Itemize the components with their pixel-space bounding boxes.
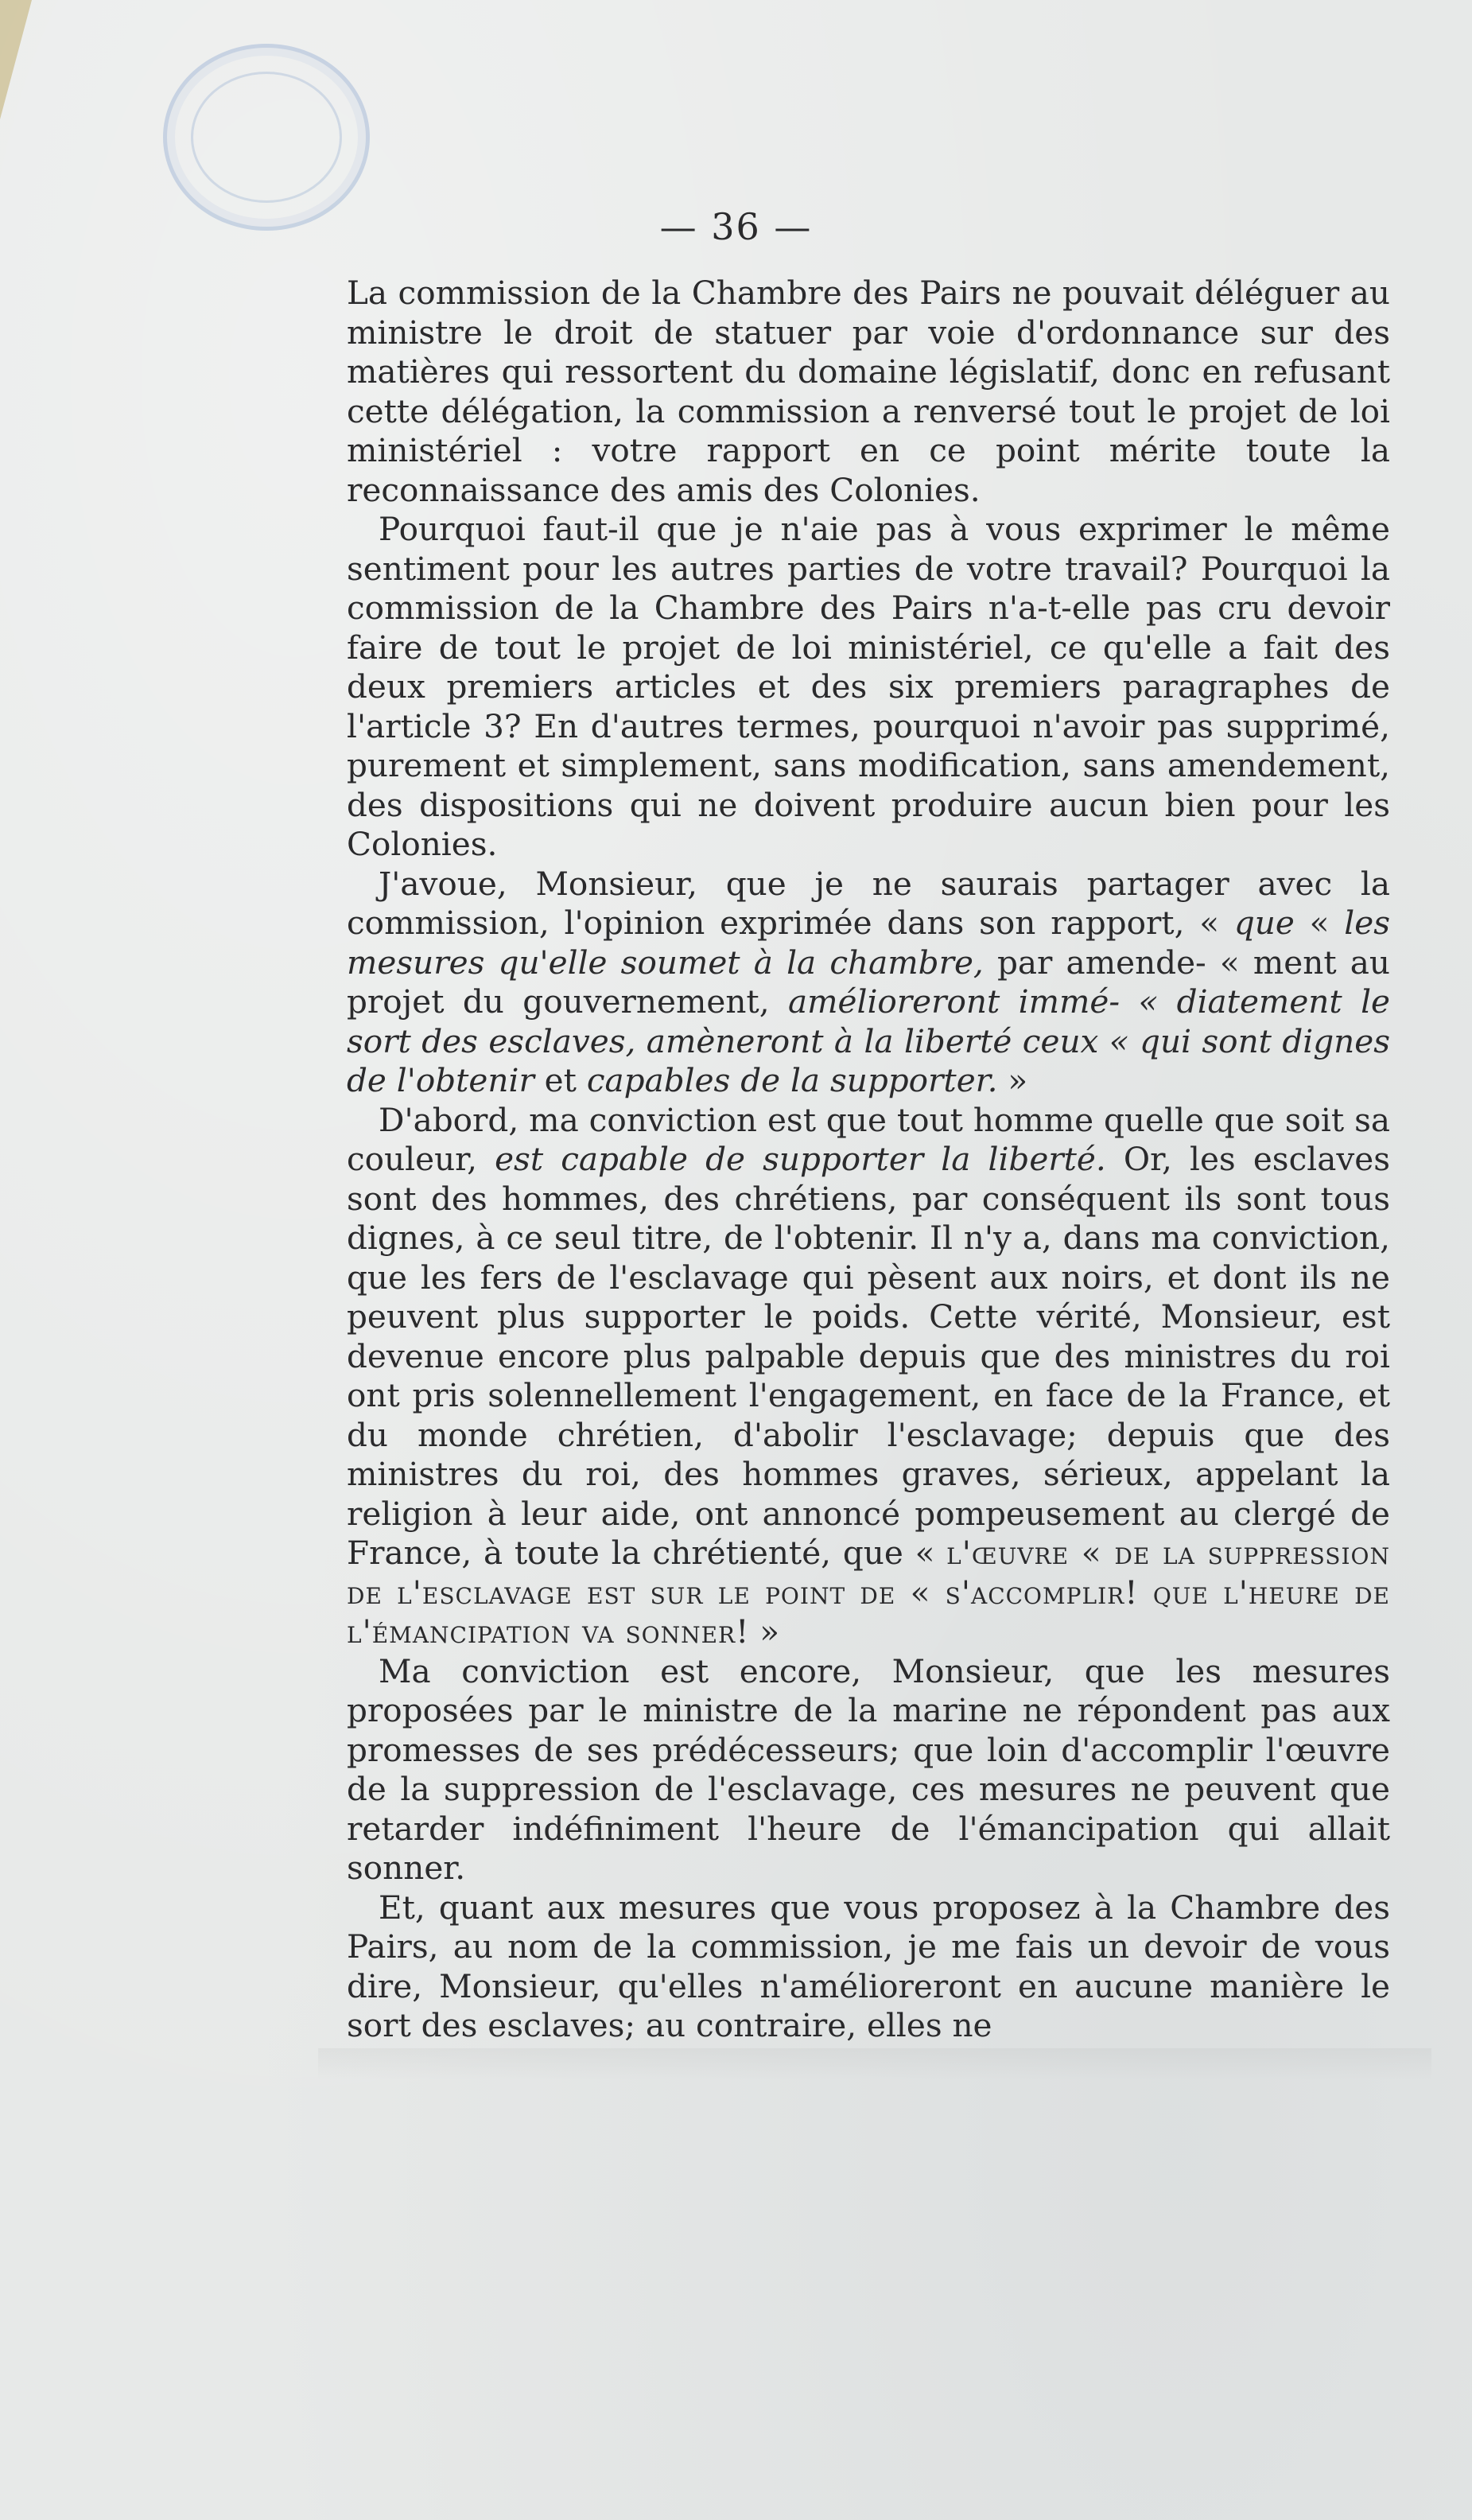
text-run: La commission de la Chambre des Pairs ne pouvait déléguer au ministre le droit de statuer par voie d'ordonnance sur des matières qui ressortent du domaine législatif, donc en refusant cette délégation, la commission a renversé tout le projet de loi ministériel : votre rapport en ce point mérite toute la reconnaissance des amis des Colonies.: [347, 274, 1390, 509]
text-run: Pourquoi faut-il que je n'aie pas à vous exprimer le même sentiment pour les autres parties de votre travail? Pourquoi la commission de la Chambre des Pairs n'a-t-elle pas cru devoir faire de tout le projet de loi ministériel, ce qu'elle a fait des deux premiers articles et des six premiers paragraphes de l'article 3? En d'autres termes, pourquoi n'avoir pas supprimé, purement et simplement, sans modification, sans amendement, des dispositions qui ne doivent produire aucun bien pour les Colonies.: [347, 510, 1390, 863]
text-run: »: [997, 1061, 1028, 1099]
paragraph: [347, 865, 1390, 1101]
italic-phrase: capables de la supporter.: [586, 1061, 998, 1099]
text-run: Or, les esclaves sont des hommes, des chrétiens, par conséquent ils sont tous dignes, à ce seul titre, de l'obtenir. Il n'y a, dans ma conviction, que les fers de l'esclavage qui pèsent aux noirs, et dont ils ne peuvent plus supporter le poids. Cette vérité, Monsieur, est devenue encore plus palpable depuis que des ministres du roi ont pris solennellement l'engagement, en face de la France, et du monde chrétien, d'abolir l'esclavage; depuis que des ministres du roi, des hommes graves, sérieux, appelant la religion à leur aide, ont annoncé pompeusement au clergé de France, à toute la chrétienté, que «: [347, 1140, 1390, 1572]
text-run: Et, quant aux mesures que vous proposez à la Chambre des Pairs, au nom de la commission, je me fais un devoir de vous dire, Monsieur, qu'elles n'amélioreront en aucune manière le sort des esclaves; au contraire, elles ne: [347, 1888, 1390, 2044]
text-run: D'abord, ma conviction est que tout homme quelle que soit sa couleur,: [347, 1100, 1390, 1178]
italic-phrase: que: [1233, 904, 1295, 942]
paragraph: [347, 274, 1390, 510]
small-caps-quote: l'œuvre « de la suppression de l'esclavage est sur le point de « s'accomplir! que l'heure de l'émancipation va sonner!: [347, 1534, 1390, 1651]
text-run: par amende- « ment au projet du gouvernement,: [347, 943, 1390, 1021]
page-corner-fold: [0, 0, 32, 119]
text-run: Ma conviction est encore, Monsieur, que les mesures proposées par le ministre de la marine ne répondent pas aux promesses de ses prédécesseurs; que loin d'accomplir l'œuvre de la suppression de l'esclavage, ces mesures ne peuvent que retarder indéfiniment l'heure de l'émancipation qui allait sonner.: [347, 1651, 1390, 1887]
italic-phrase: amélioreront immé- « diatement le sort des esclaves, amèneront à la liberté ceux « qui sont dignes de l'obtenir: [347, 982, 1390, 1099]
paragraph: [347, 1888, 1390, 2046]
paragraph: [347, 510, 1390, 865]
library-stamp: [163, 44, 370, 231]
italic-phrase: les mesures qu'elle soumet à la chambre,: [347, 904, 1390, 982]
paragraph: [347, 1652, 1390, 1888]
page-number: — 36 —: [659, 205, 813, 248]
paragraph: [347, 1101, 1390, 1652]
text-run: J'avoue, Monsieur, que je ne saurais partager avec la commission, l'opinion exprimée dans son rapport, «: [347, 864, 1390, 942]
italic-phrase: est capable de supporter la liberté.: [495, 1140, 1106, 1178]
show-through-bleed: [318, 2048, 1431, 2080]
library-stamp-ring: [191, 72, 342, 203]
text-run: »: [749, 1612, 780, 1651]
text-run: et: [534, 1061, 587, 1099]
text-run: «: [1294, 904, 1345, 942]
body-text: [347, 274, 1390, 2046]
